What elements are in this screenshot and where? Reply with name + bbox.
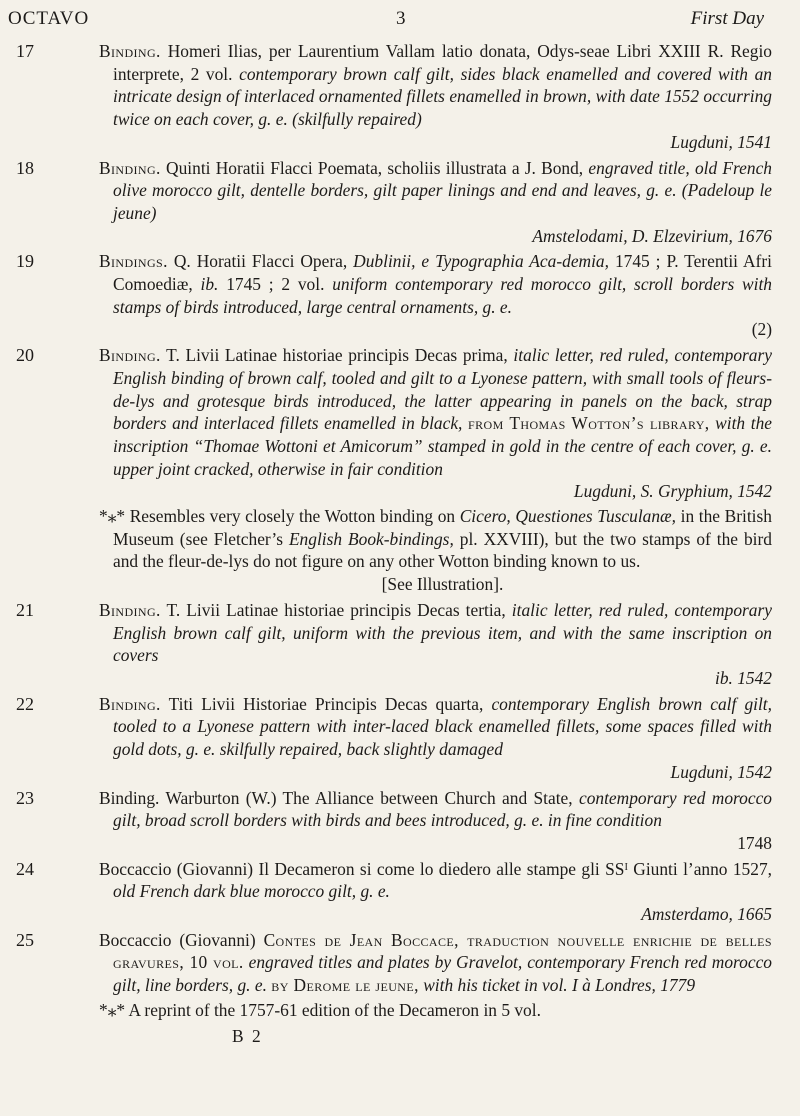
lot-number: 20 xyxy=(16,345,34,366)
lot-title: Boccaccio (Giovanni) Il Decameron si come lo diedero alle stampe gli SSᴵ Giunti l’anno 1527, xyxy=(99,858,772,879)
lot-title: Quinti Horatii Flacci Poemata, scholiis illustrata a J. Bond, xyxy=(166,157,584,178)
lot-binding-desc: engraved titles and plates by Gravelot, contemporary French red morocco gilt, line borders, g. e. xyxy=(113,952,773,996)
lot-binder: by Derome le jeune, xyxy=(271,975,419,996)
page-number: 3 xyxy=(396,8,406,29)
lot-binding-desc-2: with the inscription “Thomae Wottoni et Amicorum” stamped in gold in the centre of each cover, g. e. upper joint cracked, otherwise in fair condition xyxy=(113,413,772,479)
lot-title: T. Livii Latinae historiae principis Decas tertia, xyxy=(166,599,506,620)
lot-imprint: ib. 1542 xyxy=(714,667,772,688)
lot-number: 19 xyxy=(16,251,34,272)
lot-entry xyxy=(0,929,800,1022)
lot-binding-desc: contemporary English brown calf gilt, tooled to a Lyonese pattern with inter-laced black enamelled fillets, some spaces filled with gold dots, g. e. skilfully repaired, back slightly damaged xyxy=(113,693,772,760)
lot-title: Homeri Ilias, per Laurentium Vallam latio donata, Odys-seae Libri XXIII R. Regio interprete, 2 vol. xyxy=(113,41,772,84)
lot-entry xyxy=(0,599,800,690)
lot-imprint: Lugduni, 1542 xyxy=(670,761,772,782)
lot-entry xyxy=(0,344,800,596)
lot-volumes: 1745 ; 2 vol. xyxy=(226,274,325,295)
note-text: Resembles very closely the Wotton binding on xyxy=(129,506,456,527)
note-text-3: pl. XXVIII), but the two stamps of the bird and the fleur-de-lys do not figure on any other Wotton binding known to us. xyxy=(113,528,772,572)
note-mark: *⁎* xyxy=(99,506,126,527)
lot-imprint: Amstelodami, D. Elzevirium, 1676 xyxy=(532,225,772,246)
lot-binding-desc-2: with his ticket in vol. I xyxy=(423,975,578,996)
lot-heading: Binding. xyxy=(99,157,161,178)
lot-binding-desc: italic letter, red ruled, contemporary English brown calf gilt, uniform with the previous item, and with the same inscription on covers xyxy=(113,599,772,666)
lot-number: 17 xyxy=(16,41,34,61)
lot-heading: Binding. xyxy=(99,41,161,61)
lot-imprint: 1748 xyxy=(737,832,772,853)
signature-mark: B 2 xyxy=(232,1025,263,1046)
lot-description xyxy=(99,157,772,248)
lot-description xyxy=(99,250,772,341)
lot-number: 25 xyxy=(16,929,34,950)
running-head xyxy=(8,8,764,34)
lot-imprint: Amsterdamo, 1665 xyxy=(641,904,772,925)
lot-description xyxy=(99,693,772,784)
illustration-ref: [See Illustration]. xyxy=(381,574,504,595)
lot-description xyxy=(99,787,772,855)
lot-imprint-inline: Dublinii, e Typographia Aca-demia, xyxy=(353,251,609,272)
note-title: Cicero, Questiones Tusculanæ, xyxy=(459,506,676,527)
lot-title-2: 1745 ; P. Terentii Afri Comoediæ, xyxy=(113,251,772,295)
lot-number: 24 xyxy=(16,858,34,879)
lot-imprint: Lugduni, 1541 xyxy=(670,131,772,152)
lot-note xyxy=(99,505,772,596)
lot-entry xyxy=(0,250,800,341)
lot-heading: Boccaccio (Giovanni) xyxy=(99,929,256,950)
lot-entry xyxy=(0,787,800,855)
lot-description xyxy=(99,40,772,154)
lot-entry xyxy=(0,858,800,926)
lot-count: (2) xyxy=(751,319,772,340)
lot-heading: Binding. xyxy=(99,345,161,366)
lot-imprint: Lugduni, S. Gryphium, 1542 xyxy=(573,481,772,502)
lot-binding-desc: italic letter, red ruled, contemporary English binding of brown calf, tooled and gilt to a Lyonese pattern, with small tools of fleurs-de-lys and grotesque birds introduced, the latter appearing in panels on the back, strap borders and interlaced fillets enamelled in black, xyxy=(113,345,772,434)
lot-binding-desc: engraved title, old French olive morocco gilt, dentelle borders, gilt paper linings and end and leaves, g. e. (Padeloup le jeune) xyxy=(113,157,772,223)
lot-provenance: from Thomas Wotton’s library, xyxy=(468,413,710,434)
lot-title: Q. Horatii Flacci Opera, xyxy=(173,251,348,272)
lot-binding-desc: old French dark blue morocco gilt, g. e. xyxy=(113,881,390,902)
lot-description xyxy=(99,858,772,926)
lot-heading: Binding. xyxy=(99,599,161,620)
lot-binding-desc: contemporary brown calf gilt, sides black enamelled and covered with an intricate design of interlaced ornamented fillets enamelled in brown, with date 1552 occurring twice on each cover, g. e. (skilfully repaired) xyxy=(113,63,773,130)
lot-entry xyxy=(0,157,800,248)
lot-imprint: à Londres, 1779 xyxy=(582,975,696,996)
header-left: OCTAVO xyxy=(8,8,90,29)
lot-number: 18 xyxy=(16,157,34,178)
lot-heading: Binding. xyxy=(99,787,160,808)
lot-binding-desc: contemporary red morocco gilt, broad scroll borders with birds and bees introduced, g. e. in fine condition xyxy=(113,787,772,831)
lot-entry xyxy=(0,40,800,154)
lot-description xyxy=(99,599,772,690)
lot-heading: Binding. xyxy=(99,693,161,714)
lot-heading: Bindings. xyxy=(99,251,168,272)
note-text: A reprint of the 1757-61 edition of the Decameron in 5 vol. xyxy=(128,999,541,1020)
note-title-2: English Book-bindings, xyxy=(288,528,454,549)
lot-ibid: ib. xyxy=(200,274,219,295)
lot-number: 21 xyxy=(16,599,34,620)
lot-title: T. Livii Latinae historiae principis Decas prima, xyxy=(166,345,508,366)
lot-title: Warburton (W.) The Alliance between Church and State, xyxy=(165,787,573,808)
lot-binding-desc: uniform contemporary red morocco gilt, scroll borders with stamps of birds introduced, large central ornaments, g. e. xyxy=(113,274,772,317)
lot-description xyxy=(99,929,772,1022)
lot-description xyxy=(99,344,772,596)
lot-note xyxy=(99,999,772,1022)
lot-entry xyxy=(0,693,800,784)
lot-number: 23 xyxy=(16,787,34,808)
note-text-2: in the British Museum (see Fletcher’s xyxy=(113,506,772,549)
note-mark: *⁎* xyxy=(99,999,126,1020)
lot-title: Contes de Jean Boccace, traduction nouvelle enrichie de belles gravures, 10 vol. xyxy=(113,929,772,973)
lot-number: 22 xyxy=(16,693,34,714)
header-right: First Day xyxy=(690,8,764,29)
lot-list xyxy=(0,40,800,1047)
lot-title: Titi Livii Historiae Principis Decas quarta, xyxy=(168,693,484,714)
